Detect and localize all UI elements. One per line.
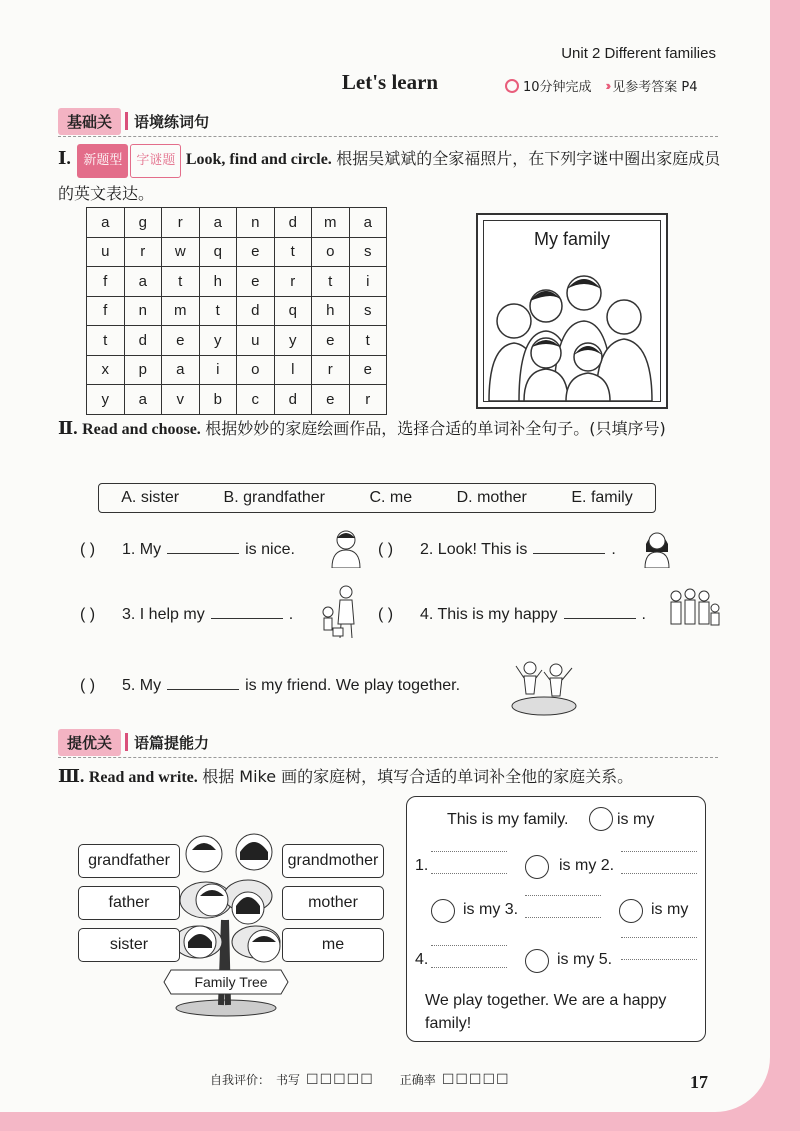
section-divider xyxy=(58,136,718,137)
photo-caption: My family xyxy=(534,229,610,249)
question-2 xyxy=(58,412,723,446)
grid-cell[interactable]: e xyxy=(237,267,275,297)
divider-bar xyxy=(125,733,128,751)
time-label: 10分钟完成 xyxy=(523,80,592,95)
grid-row xyxy=(87,267,387,297)
item-5 xyxy=(80,677,460,695)
grid-cell[interactable]: f xyxy=(87,267,125,297)
answer-blank[interactable] xyxy=(533,552,605,554)
helping-illustration xyxy=(320,584,360,640)
grid-cell[interactable]: d xyxy=(274,385,312,415)
grid-cell[interactable]: t xyxy=(274,237,312,267)
grid-row xyxy=(87,385,387,415)
grid-cell[interactable]: a xyxy=(199,208,237,238)
is-my-3: is my 3. xyxy=(463,901,519,918)
grid-cell[interactable]: e xyxy=(349,355,387,385)
tree-box-sister: sister xyxy=(78,928,180,962)
q1-number: Ⅰ. xyxy=(58,148,71,168)
grid-cell[interactable]: r xyxy=(349,385,387,415)
item-1 xyxy=(80,541,295,559)
grid-cell[interactable]: d xyxy=(237,296,275,326)
item-2 xyxy=(378,541,616,559)
grid-cell[interactable]: t xyxy=(349,326,387,356)
line-intro-end: is my xyxy=(617,811,655,828)
answer-blank[interactable] xyxy=(167,688,239,690)
self-evaluation xyxy=(210,1071,510,1088)
family-tree xyxy=(76,830,396,1020)
grid-cell[interactable]: y xyxy=(274,326,312,356)
grid-row xyxy=(87,355,387,385)
grid-cell[interactable]: r xyxy=(312,355,350,385)
grid-cell[interactable]: e xyxy=(237,237,275,267)
item-text-end: . xyxy=(288,606,294,623)
kids-playing-illustration xyxy=(510,654,578,716)
lesson-title: Let's learn xyxy=(341,70,439,94)
grid-cell[interactable]: d xyxy=(274,208,312,238)
grid-cell[interactable]: w xyxy=(162,237,200,267)
q2-description: 根据妙妙的家庭绘画作品，选择合适的单词补全句子。(只填序号) xyxy=(205,419,666,438)
grid-cell[interactable]: p xyxy=(124,355,162,385)
item-text: 4. This is my happy xyxy=(420,606,558,623)
option-d: D. mother xyxy=(456,489,527,506)
grid-cell[interactable]: i xyxy=(199,355,237,385)
section-header-basic xyxy=(58,108,209,134)
clock-icon xyxy=(505,79,519,93)
grid-row xyxy=(87,326,387,356)
q2-number: Ⅱ. xyxy=(58,418,78,438)
grid-cell[interactable]: r xyxy=(162,208,200,238)
grid-cell[interactable]: m xyxy=(162,296,200,326)
grid-cell[interactable]: e xyxy=(312,326,350,356)
grid-row xyxy=(87,208,387,238)
q1-tag-type: 字谜题 xyxy=(130,144,181,178)
grid-cell[interactable]: h xyxy=(312,296,350,326)
grid-cell[interactable]: m xyxy=(312,208,350,238)
grid-cell[interactable]: r xyxy=(124,237,162,267)
grid-cell[interactable]: a xyxy=(349,208,387,238)
grid-cell[interactable]: o xyxy=(312,237,350,267)
answer-line[interactable] xyxy=(621,937,697,938)
answer-blank[interactable] xyxy=(211,617,283,619)
mother-face-icon xyxy=(525,949,549,973)
blank-4-label: 4. xyxy=(415,951,429,968)
section-badge: 提优关 xyxy=(58,729,121,756)
section-subtitle: 语篇提能力 xyxy=(134,733,210,752)
q1-instruction: Look, find and circle. xyxy=(185,151,332,168)
section-badge: 基础关 xyxy=(58,108,121,135)
grid-cell[interactable]: b xyxy=(199,385,237,415)
boy-illustration xyxy=(328,528,364,568)
q3-description: 根据 Mike 画的家庭树，填写合适的单词补全他的家庭关系。 xyxy=(202,767,634,786)
closing-text: We play together. We are a happy family! xyxy=(425,992,667,1032)
question-1 xyxy=(58,142,723,211)
answer-line[interactable] xyxy=(621,851,697,852)
options-box xyxy=(98,483,656,513)
unit-label: Unit 2 Different families xyxy=(561,45,716,62)
word-search-grid xyxy=(86,207,387,415)
item-text: 5. My xyxy=(122,677,162,694)
answer-paren[interactable]: ( ) xyxy=(80,606,96,623)
option-c: C. me xyxy=(369,489,413,506)
grid-cell[interactable]: s xyxy=(349,237,387,267)
grid-cell[interactable]: s xyxy=(349,296,387,326)
grid-cell[interactable]: u xyxy=(87,237,125,267)
item-text-end: . xyxy=(641,606,646,623)
grid-cell[interactable]: q xyxy=(274,296,312,326)
writing-box xyxy=(406,796,706,1042)
grid-row xyxy=(87,237,387,267)
answer-paren[interactable]: ( ) xyxy=(80,677,96,694)
item-text: 1. My xyxy=(122,541,162,558)
grid-cell[interactable]: a xyxy=(124,385,162,415)
q2-instruction: Read and choose. xyxy=(82,421,201,438)
tree-box-me: me xyxy=(282,928,384,962)
grid-cell[interactable]: l xyxy=(274,355,312,385)
grid-cell[interactable]: y xyxy=(199,326,237,356)
self-eval-label: 自我评价： xyxy=(210,1073,271,1087)
q1-description: 根据吴斌斌的全家福照片，在下列字谜中圈出家庭成员的英文表达。 xyxy=(58,149,721,203)
item-3 xyxy=(80,606,293,624)
answer-line[interactable] xyxy=(431,967,507,968)
grid-cell[interactable]: v xyxy=(162,385,200,415)
q3-instruction: Read and write. xyxy=(88,769,198,786)
is-my-2: is my 2. xyxy=(559,857,615,874)
answer-blank[interactable] xyxy=(564,617,636,619)
family-portrait-illustration xyxy=(484,251,660,401)
page-number: 17 xyxy=(690,1072,708,1092)
grid-cell[interactable]: a xyxy=(162,355,200,385)
grandpa-face-icon xyxy=(525,855,549,879)
family-group-illustration xyxy=(668,584,722,640)
grid-cell[interactable]: t xyxy=(312,267,350,297)
option-a: A. sister xyxy=(121,489,180,506)
line-intro: This is my family. xyxy=(447,811,569,828)
answer-paren[interactable]: ( ) xyxy=(378,541,394,558)
item-4 xyxy=(378,606,646,624)
grid-cell[interactable]: g xyxy=(124,208,162,238)
blank-1-label: 1. xyxy=(415,857,429,874)
answer-line[interactable] xyxy=(525,895,601,896)
grid-cell[interactable]: t xyxy=(162,267,200,297)
father-face-icon xyxy=(589,807,613,831)
answer-line[interactable] xyxy=(621,959,697,960)
tree-box-mother: mother xyxy=(282,886,384,920)
answer-line[interactable] xyxy=(431,945,507,946)
is-my-5: is my 5. xyxy=(557,951,613,968)
grid-cell[interactable]: f xyxy=(87,296,125,326)
item-text-end: is my friend. We play together. xyxy=(245,677,461,694)
grid-row xyxy=(87,296,387,326)
grid-cell[interactable]: u xyxy=(237,326,275,356)
grid-cell[interactable]: t xyxy=(199,296,237,326)
writing-label: 书写 xyxy=(276,1073,301,1087)
me-face-icon xyxy=(619,899,643,923)
answer-ref: 见参考答案 P4 xyxy=(612,80,698,95)
grid-cell[interactable]: q xyxy=(199,237,237,267)
answer-line[interactable] xyxy=(525,917,601,918)
answer-blank[interactable] xyxy=(167,552,239,554)
answer-line[interactable] xyxy=(431,873,507,874)
question-3 xyxy=(58,760,723,794)
chevron-right-icon: ›› xyxy=(605,78,609,93)
answer-line[interactable] xyxy=(431,851,507,852)
grid-cell[interactable]: e xyxy=(312,385,350,415)
q3-number: Ⅲ. xyxy=(58,766,85,786)
section-subtitle: 语境练词句 xyxy=(134,112,210,131)
grid-cell[interactable]: h xyxy=(199,267,237,297)
grid-cell[interactable]: a xyxy=(87,208,125,238)
time-info xyxy=(505,76,697,95)
q1-tag-new: 新题型 xyxy=(77,144,128,178)
option-e: E. family xyxy=(571,489,633,506)
tree-box-grandfather: grandfather xyxy=(78,844,180,878)
section-header-advanced xyxy=(58,729,209,755)
grid-cell[interactable]: r xyxy=(274,267,312,297)
grid-cell[interactable]: t xyxy=(87,326,125,356)
grid-cell[interactable]: y xyxy=(87,385,125,415)
answer-line[interactable] xyxy=(621,873,697,874)
is-my-tail: is my xyxy=(651,901,689,918)
item-text: 2. Look! This is xyxy=(420,541,528,558)
family-photo-frame xyxy=(476,213,668,409)
grid-cell[interactable]: n xyxy=(237,208,275,238)
answer-paren[interactable]: ( ) xyxy=(378,606,394,623)
accuracy-label: 正确率 xyxy=(399,1073,436,1087)
girl-illustration xyxy=(640,526,674,568)
tree-box-father: father xyxy=(78,886,180,920)
grid-cell[interactable]: a xyxy=(124,267,162,297)
grid-cell[interactable]: c xyxy=(237,385,275,415)
item-text: 3. I help my xyxy=(122,606,205,623)
tree-box-grandmother: grandmother xyxy=(282,844,384,878)
divider-bar xyxy=(125,112,128,130)
grid-cell[interactable]: o xyxy=(237,355,275,385)
sister-face-icon xyxy=(431,899,455,923)
tree-sign-label: Family Tree xyxy=(194,974,268,990)
accuracy-rating[interactable]: ☐☐☐☐☐ xyxy=(441,1071,510,1087)
section-divider xyxy=(58,757,718,758)
writing-rating[interactable]: ☐☐☐☐☐ xyxy=(306,1071,374,1087)
grid-cell[interactable]: e xyxy=(162,326,200,356)
grid-cell[interactable]: x xyxy=(87,355,125,385)
answer-paren[interactable]: ( ) xyxy=(80,541,96,558)
grid-cell[interactable]: i xyxy=(349,267,387,297)
item-text-end: is nice. xyxy=(245,541,295,558)
grid-cell[interactable]: n xyxy=(124,296,162,326)
item-text-end: . xyxy=(611,541,616,558)
option-b: B. grandfather xyxy=(223,489,325,506)
grid-cell[interactable]: d xyxy=(124,326,162,356)
